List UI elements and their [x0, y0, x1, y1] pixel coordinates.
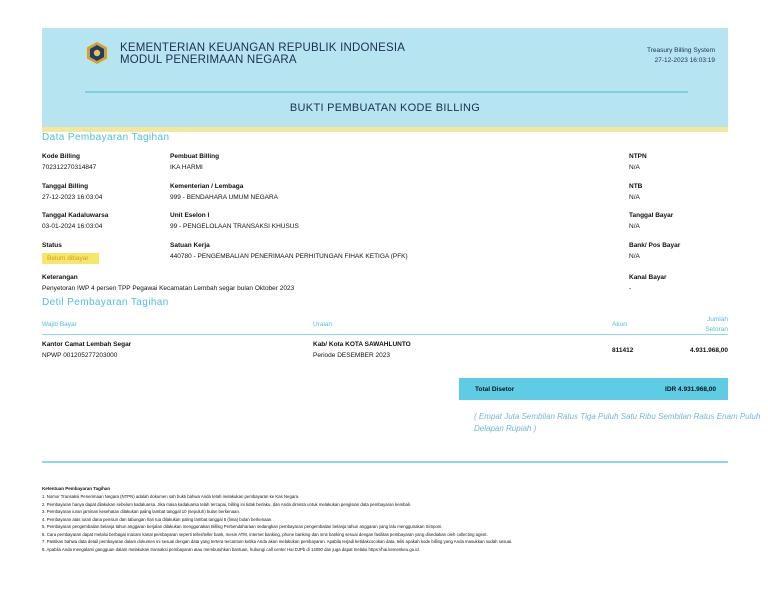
note-item: 8. Apabila Anda mengalami gangguan dalam melakukan transaksi pembayaran atau membutuhkan bantuan, hubungi call center Hai DJPb di 14090 dan juga dapat melalui https://hai.kemenkeu.go.id.: [42, 546, 420, 552]
tanggal-kadaluwarsa-label: Tanggal Kadaluwarsa: [42, 212, 109, 219]
col-header-jumlah-line1: Jumlah: [707, 316, 728, 323]
bank-pos-bayar-value: N/A: [629, 253, 640, 260]
kementerian-value: 999 - BENDAHARA UMUM NEGARA: [170, 194, 278, 201]
amount-in-words: ( Empat Juta Sembilan Ratus Tiga Puluh Satu Ribu Sembilan Ratus Enam Puluh Delapan Rupiah ): [474, 412, 761, 433]
akun-value: 811412: [612, 347, 634, 354]
kemenkeu-emblem-icon: [85, 41, 109, 65]
system-info: [647, 46, 715, 66]
col-header-jumlah-line2: Setoran: [705, 326, 728, 333]
npwp-value: NPWP 001205277203000: [42, 352, 118, 359]
notes-title: Ketentuan Pembayaran Tagihan: [42, 486, 111, 491]
jumlah-value: 4.931.968,00: [690, 347, 728, 354]
kode-billing-value: 702312270314847: [42, 164, 97, 171]
section-title-detail: Detil Pembayaran Tagihan: [42, 297, 169, 308]
print-datetime: 27-12-2023 16:03:19: [654, 57, 715, 64]
col-header-wajib-bayar: Wajib Bayar: [42, 321, 77, 328]
satuan-kerja-label: Satuan Kerja: [170, 242, 210, 249]
uraian-line1: Kab/ Kota KOTA SAWAHLUNTO: [313, 341, 411, 348]
kode-billing-label: Kode Billing: [42, 153, 80, 160]
total-value: IDR 4.931.968,00: [665, 386, 716, 393]
unit-eselon-label: Unit Eselon I: [170, 212, 210, 219]
header-divider: [85, 91, 688, 93]
section-title-data: Data Pembayaran Tagihan: [42, 132, 170, 143]
status-value: Belum dibayar: [47, 255, 89, 262]
col-header-jumlah: [705, 315, 728, 335]
note-item: 5. Pembayaran pengembalian belanja tahun anggaran berjalan dilakukan menggunakan Billing Perbendaharaan sedangkan pembayaran pengembalian belanja tahun anggaran yang lalu menggunakan Simponi.: [42, 524, 443, 529]
notes-list: [42, 493, 512, 553]
note-item: 7. Pastikan bahwa data detail pembayaran dalam dokumen ini sesuai dengan data yang tertera tercantum ketika Anda akan melakukan pembayaran. Apabila terjadi ketidakcocokan data, teliti apakah kode billing yang Anda masukkan sudah sesuai.: [42, 539, 513, 544]
ntpn-label: NTPN: [629, 153, 647, 160]
ntb-value: N/A: [629, 194, 640, 201]
note-item: 2. Pembayaran hanya dapat dilakukan sebelum kadaluarsa. Jika masa kadaluarsa telah tercapai, billing ini tidak berlaku, dan Anda diminta untuk melakukan pengisian data pembayaran kembali.: [42, 501, 412, 507]
pembuat-billing-label: Pembuat Billing: [170, 153, 220, 160]
ntb-label: NTB: [629, 183, 643, 190]
satuan-kerja-value: 440780 - PENGEMBALIAN PENERIMAAN PERHITUNGAN FIHAK KETIGA (PFK): [170, 253, 408, 260]
unit-eselon-value: 99 - PENGELOLAAN TRANSAKSI KHUSUS: [170, 223, 299, 230]
keterangan-label: Keterangan: [42, 274, 78, 281]
status-label: Status: [42, 242, 62, 249]
uraian-line2: Periode DESEMBER 2023: [313, 352, 390, 359]
tanggal-kadaluwarsa-value: 03-01-2024 16:03:04: [42, 223, 103, 230]
org-name: [120, 42, 405, 66]
keterangan-value: Penyetoran IWP 4 persen TPP Pegawai Kecamatan Lembah segar bulan Oktober 2023: [42, 285, 295, 292]
col-header-uraian: Uraian: [313, 321, 333, 328]
tanggal-billing-label: Tanggal Billing: [42, 183, 89, 190]
org-line1: KEMENTERIAN KEUANGAN REPUBLIK INDONESIA: [120, 42, 406, 54]
note-item: 3. Pembayaran iuran jaminan kesehatan dilakukan paling lambat tanggal 10 (sepuluh) bulan berkenaan.: [42, 509, 241, 514]
document-title: BUKTI PEMBUATAN KODE BILLING: [289, 102, 481, 114]
pembuat-billing-value: IKA HARMI: [170, 164, 203, 171]
kanal-bayar-label: Kanal Bayar: [629, 274, 667, 281]
note-item: 6. Cara pembayaran dapat melalui berbagai macam kanal pembayaran seperti teller/teller bank, mesin ATM, internet banking, phone banking dan sms banking sesuai dengan fasilitas pembayaran yang disediakan oleh collecting agent.: [42, 531, 488, 537]
table-header-divider: [42, 334, 728, 335]
ntpn-value: N/A: [629, 164, 640, 171]
kementerian-label: Kementerian / Lembaga: [170, 183, 244, 190]
document-header: [42, 28, 728, 130]
status-badge: [42, 253, 99, 264]
wajib-bayar-name: Kantor Camat Lembah Segar: [42, 341, 132, 348]
col-header-akun: Akun: [612, 321, 627, 328]
note-item: 4. Pembayaran atas iuran dana pensiun dan tabungan hari tua dilakukan paling lambat tanggal 5 (lima) bulan berkenaan.: [42, 516, 273, 522]
total-label: Total Disetor: [475, 386, 515, 393]
kanal-bayar-value: -: [629, 285, 632, 292]
system-name: Treasury Billing System: [646, 47, 715, 54]
total-bar: [459, 378, 728, 400]
tanggal-bayar-label: Tanggal Bayar: [629, 212, 674, 219]
notes-divider: [42, 461, 728, 463]
note-item: 1. Nomor Transaksi Penerimaan Negara (NTPN) adalah dokumen sah bukti bahwa Anda telah melakukan pembayaran ke Kas Negara.: [42, 494, 300, 499]
tanggal-bayar-value: N/A: [629, 223, 640, 230]
bank-pos-bayar-label: Bank/ Pos Bayar: [629, 242, 681, 249]
org-line2: MODUL PENERIMAAN NEGARA: [120, 54, 297, 66]
tanggal-billing-value: 27-12-2023 16:03:04: [42, 194, 103, 201]
